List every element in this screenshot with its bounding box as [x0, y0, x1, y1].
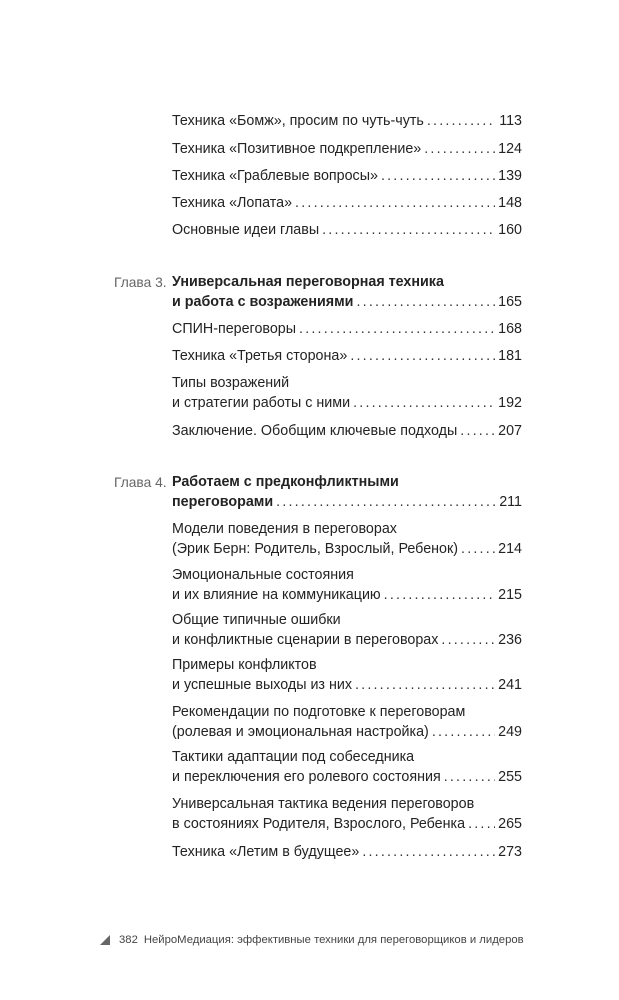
- toc-chapter-entry[interactable]: [114, 473, 522, 513]
- dot-leader: [353, 394, 495, 414]
- toc-entry[interactable]: [172, 795, 522, 835]
- entry-title-line: Техника «Лопата»: [172, 195, 293, 211]
- toc-entry[interactable]: [172, 703, 522, 743]
- page-number: 273: [498, 844, 522, 860]
- page-number: 160: [498, 222, 522, 238]
- entry-last-line: [172, 631, 522, 651]
- entry-title-line: и успешные выходы из них: [172, 676, 352, 693]
- dot-leader: [355, 676, 495, 696]
- corner-triangle-icon: [100, 935, 110, 945]
- entry-title-line: Техника «Граблевые вопросы»: [172, 168, 378, 184]
- page-number: 113: [499, 113, 522, 129]
- entry-last-line: [172, 167, 522, 187]
- entry-last-line: [172, 676, 522, 696]
- entry-last-line: [172, 347, 522, 367]
- footer-book-title: НейроМедиация: эффективные техники для переговорщиков и лидеров: [143, 934, 524, 946]
- entry-title-line: Типы возражений: [172, 375, 290, 391]
- toc-entry[interactable]: [172, 656, 522, 696]
- dot-leader: [468, 815, 495, 835]
- dot-leader: [299, 320, 495, 340]
- toc-entry[interactable]: [172, 566, 522, 606]
- toc-entry[interactable]: [172, 320, 522, 340]
- toc-entry[interactable]: [172, 347, 522, 367]
- footer-page-number: 382: [119, 934, 138, 946]
- entry-title-line: Техника «Летим в будущее»: [172, 844, 360, 860]
- entry-title-line: Примеры конфликтов: [172, 657, 317, 673]
- dot-leader: [461, 540, 495, 560]
- page-number: 249: [498, 723, 522, 740]
- entry-title-line: Эмоциональные состояния: [172, 567, 354, 583]
- page-number: 255: [498, 768, 522, 785]
- dot-leader: [381, 167, 495, 187]
- entry-title-line: Техника «Позитивное подкрепление»: [172, 141, 422, 157]
- dot-leader: [432, 723, 495, 743]
- entry-title-line: (ролевая и эмоциональная настройка): [172, 723, 429, 740]
- page-number: 165: [498, 293, 522, 310]
- entry-title-line: Модели поведения в переговорах: [172, 521, 397, 537]
- toc-entry[interactable]: [172, 422, 522, 442]
- entry-last-line: [172, 768, 522, 788]
- page-number: 265: [498, 815, 522, 832]
- dot-leader: [362, 843, 495, 863]
- page-number: 236: [498, 631, 522, 648]
- page-number: 192: [498, 394, 522, 411]
- page-number: 168: [498, 321, 522, 337]
- entry-title-line: Основные идеи главы: [172, 222, 320, 238]
- page-footer: [100, 934, 524, 946]
- toc-entry[interactable]: [172, 194, 522, 214]
- entry-last-line: [172, 112, 522, 132]
- entry-title-line: в состояниях Родителя, Взрослого, Ребенка: [172, 815, 466, 832]
- toc-entry[interactable]: [172, 140, 522, 160]
- page-number: 148: [498, 195, 522, 211]
- dot-leader: [276, 493, 496, 513]
- dot-leader: [444, 768, 495, 788]
- toc-chapter-entry[interactable]: [114, 273, 522, 313]
- entry-title-line: Тактики адаптации под собеседника: [172, 749, 415, 765]
- entry-title-line: (Эрик Берн: Родитель, Взрослый, Ребенок): [172, 540, 459, 557]
- entry-last-line: [172, 723, 522, 743]
- dot-leader: [384, 586, 495, 606]
- dot-leader: [424, 140, 495, 160]
- page-number: 241: [498, 676, 522, 693]
- entry-last-line: [172, 493, 522, 513]
- page-number: 139: [498, 168, 522, 184]
- page-number: 214: [498, 540, 522, 557]
- entry-last-line: [172, 843, 522, 863]
- dot-leader: [295, 194, 495, 214]
- entry-last-line: [172, 422, 522, 442]
- entry-last-line: [172, 540, 522, 560]
- entry-title-line: переговорами: [172, 493, 274, 510]
- entry-title-line: Общие типичные ошибки: [172, 612, 341, 628]
- toc-entry[interactable]: [172, 374, 522, 414]
- entry-title-line: и конфликтные сценарии в переговорах: [172, 631, 439, 648]
- chapter-label: Глава 3.: [114, 275, 167, 290]
- dot-leader: [322, 221, 495, 241]
- entry-title-line: и стратегии работы с ними: [172, 394, 351, 411]
- entry-last-line: [172, 394, 522, 414]
- dot-leader: [460, 422, 495, 442]
- dot-leader: [441, 631, 495, 651]
- page-number: 215: [498, 586, 522, 603]
- entry-last-line: [172, 586, 522, 606]
- toc-entry[interactable]: [172, 112, 522, 132]
- chapter-label: Глава 4.: [114, 475, 167, 490]
- toc-entry[interactable]: [172, 748, 522, 788]
- entry-last-line: [172, 320, 522, 340]
- toc-entry[interactable]: [172, 221, 522, 241]
- dot-leader: [350, 347, 495, 367]
- entry-title-line: Работаем с предконфликтными: [172, 474, 399, 490]
- toc-entry[interactable]: [172, 843, 522, 863]
- toc-entry[interactable]: [172, 167, 522, 187]
- entry-title-line: Универсальная переговорная техника: [172, 274, 444, 290]
- entry-title-line: СПИН-переговоры: [172, 321, 297, 337]
- toc-entry[interactable]: [172, 520, 522, 560]
- entry-title-line: Техника «Третья сторона»: [172, 348, 348, 364]
- entry-title-line: Техника «Бомж», просим по чуть-чуть: [172, 113, 424, 129]
- entry-title-line: Универсальная тактика ведения переговоров: [172, 796, 475, 812]
- entry-last-line: [172, 194, 522, 214]
- entry-title-line: и переключения его ролевого состояния: [172, 768, 441, 785]
- entry-last-line: [172, 221, 522, 241]
- page-number: 207: [498, 423, 522, 439]
- entry-title-line: и их влияние на коммуникацию: [172, 586, 381, 603]
- toc-entry[interactable]: [172, 611, 522, 651]
- page-number: 124: [498, 141, 522, 157]
- dot-leader: [427, 112, 496, 132]
- entry-last-line: [172, 293, 522, 313]
- dot-leader: [356, 293, 495, 313]
- page-number: 181: [498, 348, 522, 364]
- entry-last-line: [172, 815, 522, 835]
- entry-last-line: [172, 140, 522, 160]
- page-number: 211: [499, 493, 522, 510]
- entry-title-line: Заключение. Обобщим ключевые подходы: [172, 423, 458, 439]
- entry-title-line: и работа с возражениями: [172, 293, 354, 310]
- entry-title-line: Рекомендации по подготовке к переговорам: [172, 704, 466, 720]
